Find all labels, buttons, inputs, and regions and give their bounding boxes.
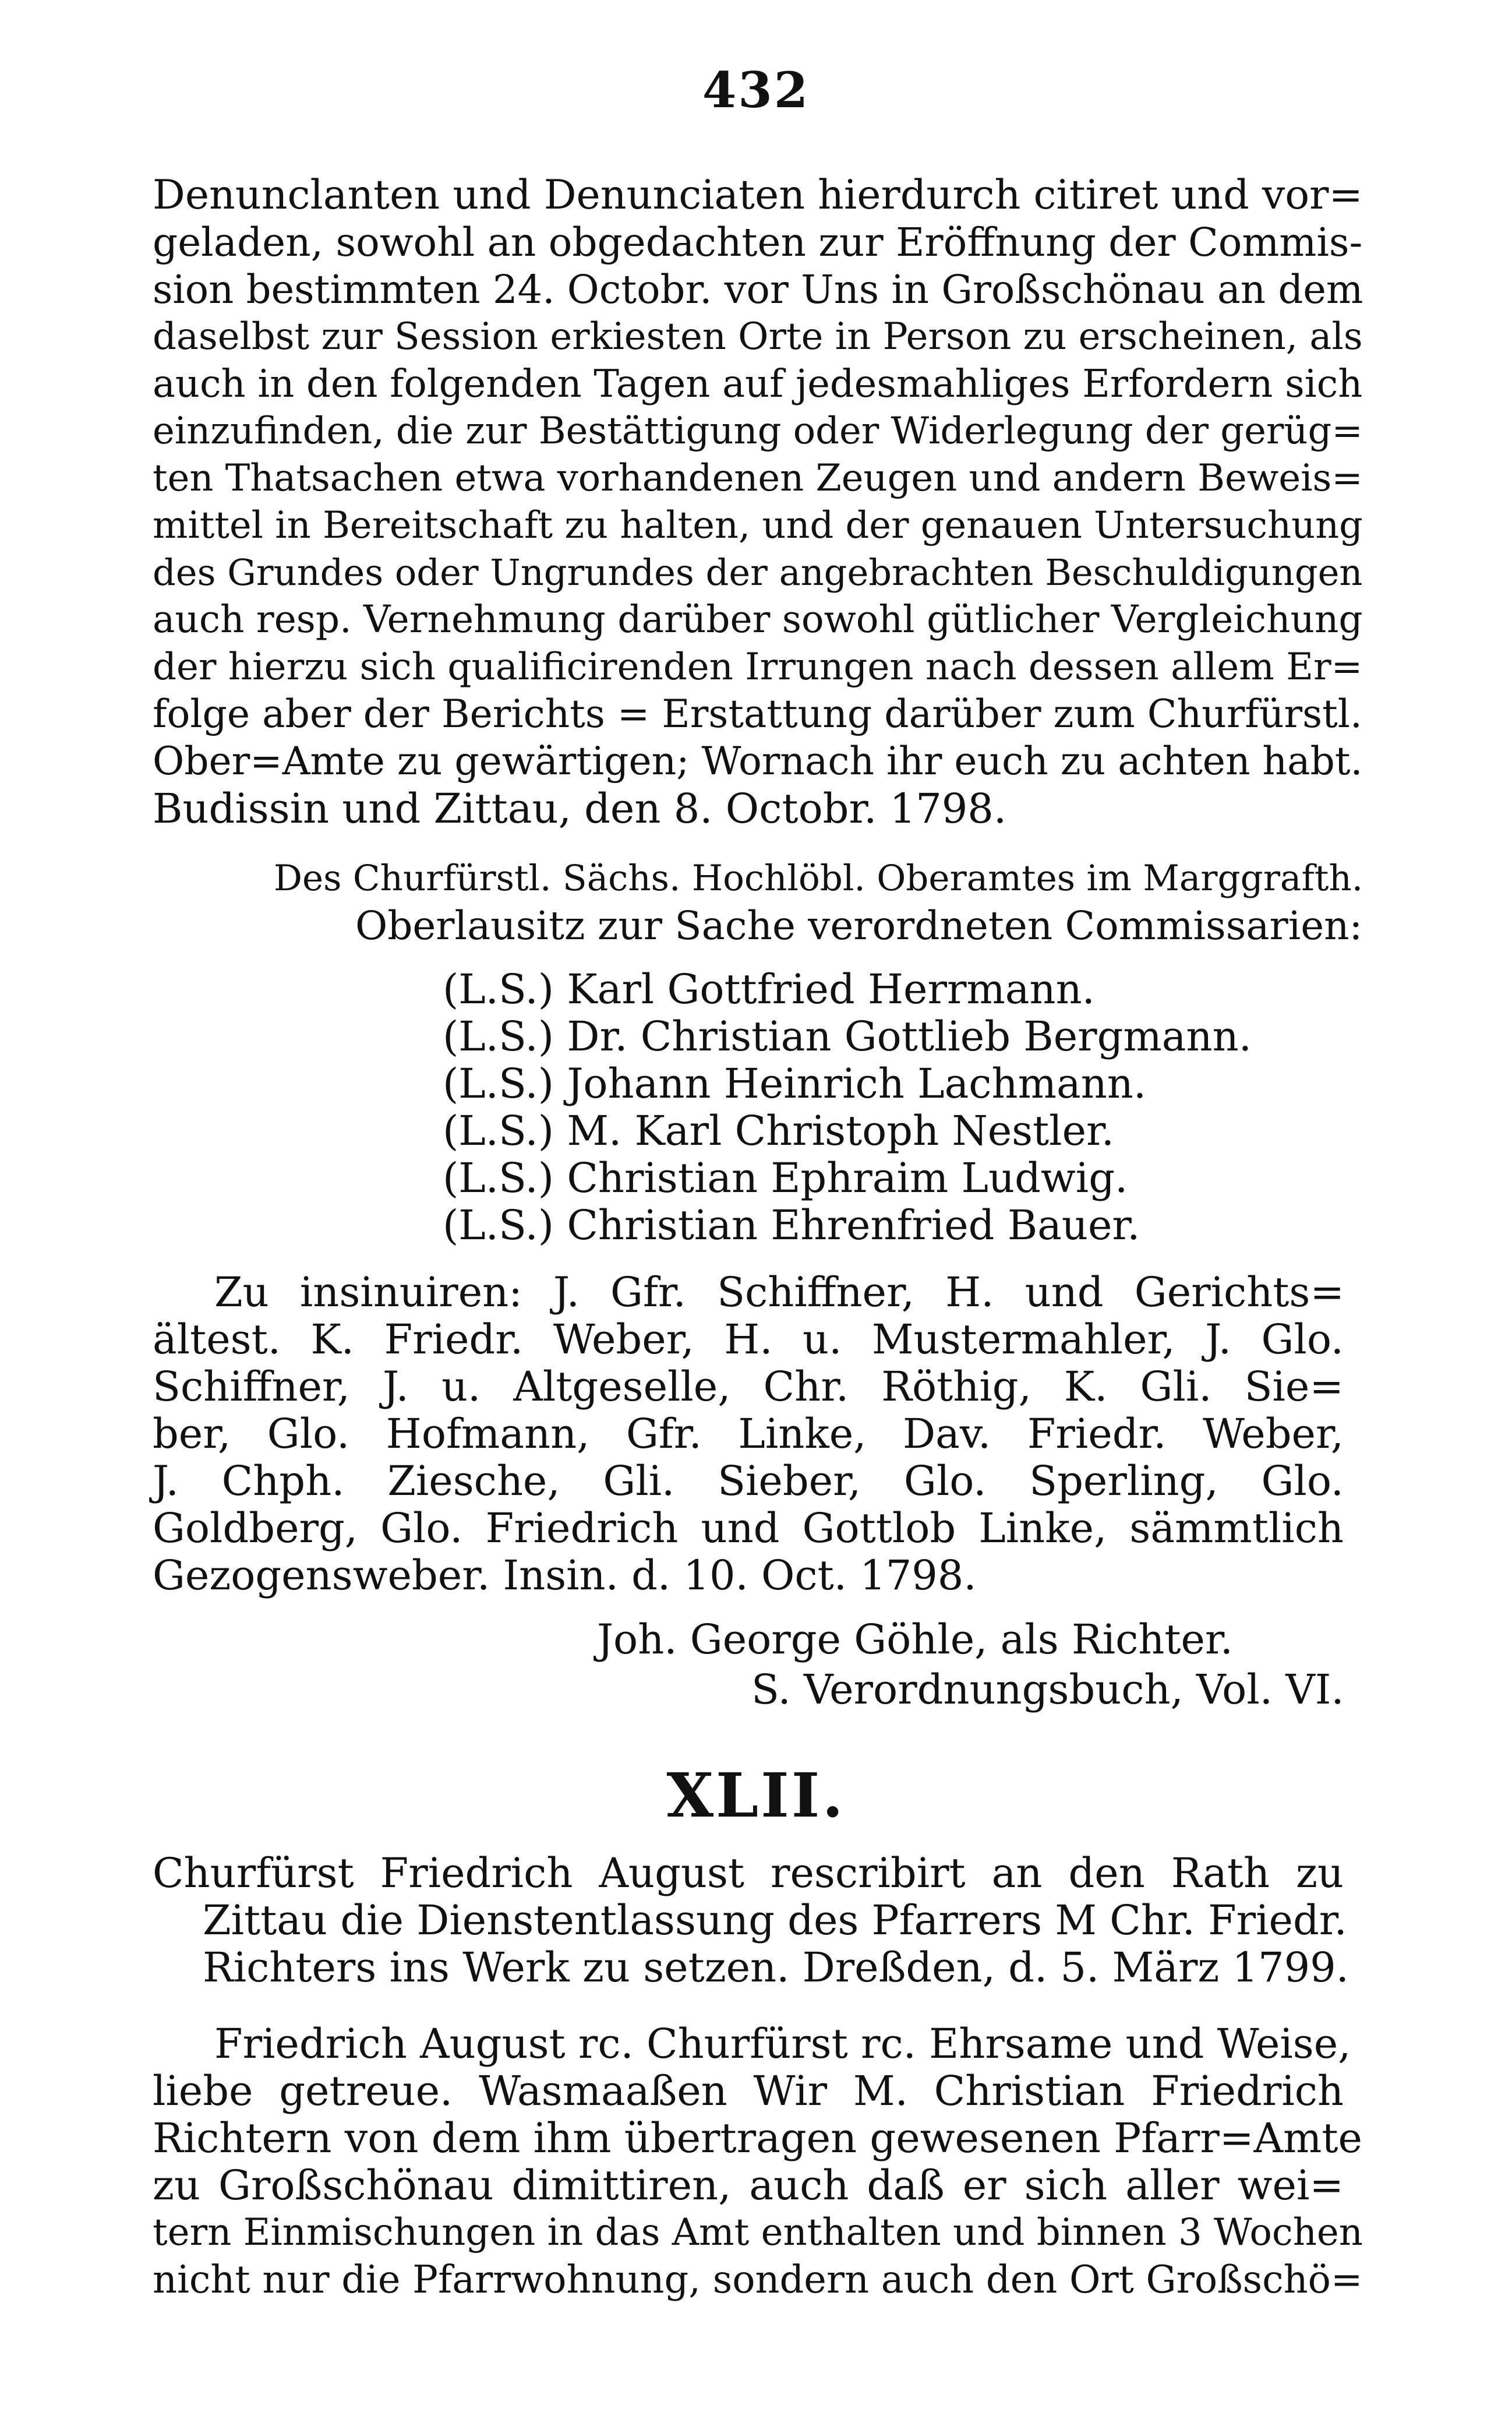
page-number: 432 bbox=[702, 61, 810, 119]
signatory: (L.S.) Karl Gottfried Herrmann. bbox=[443, 965, 1095, 1013]
insinuation-line: Schiffner, J. u. Altgeselle, Chr. Röthig, K. Gli. Sie= bbox=[153, 1363, 1344, 1410]
authority-line: Des Churfürstl. Sächs. Hochlöbl. Oberamtes im Marggrafth. bbox=[274, 858, 1363, 899]
decree-line: Denunclanten und Denunciaten hierdurch citiret und vor= bbox=[153, 171, 1363, 218]
signatory: (L.S.) Johann Heinrich Lachmann. bbox=[443, 1060, 1147, 1108]
insinuation-line: Goldberg, Glo. Friedrich und Gottlob Linke, sämmtlich bbox=[153, 1504, 1344, 1552]
signatory: (L.S.) Christian Ehrenfried Bauer. bbox=[443, 1201, 1140, 1249]
decree-line: auch resp. Vernehmung darüber sowohl gütlicher Vergleichung bbox=[153, 598, 1363, 641]
rescript-line: tern Einmischungen in das Amt enthalten und binnen 3 Wochen bbox=[153, 2211, 1363, 2254]
insinuation-line: ber, Glo. Hofmann, Gfr. Linke, Dav. Friedr. Weber, bbox=[153, 1410, 1344, 1458]
decree-line: der hierzu sich qualificirenden Irrungen nach dessen allem Er= bbox=[153, 646, 1363, 689]
rescript-line: Friedrich August rc. Churfürst rc. Ehrsame und Weise, bbox=[214, 2020, 1351, 2068]
authority-line: Oberlausitz zur Sache verordneten Commissarien: bbox=[355, 902, 1363, 948]
decree-line: ten Thatsachen etwa vorhandenen Zeugen und andern Beweis= bbox=[153, 457, 1363, 500]
source-reference: S. Verordnungsbuch, Vol. VI. bbox=[751, 1666, 1344, 1713]
decree-line: folge aber der Berichts = Erstattung darüber zum Churfürstl. bbox=[153, 692, 1362, 736]
insinuation-line: Gezogensweber. Insin. d. 10. Oct. 1798. bbox=[153, 1551, 977, 1599]
decree-line: des Grundes oder Ungrundes der angebrachten Beschuldigungen bbox=[153, 551, 1363, 594]
section-heading: XLII. bbox=[666, 1759, 846, 1831]
rescript-line: Richtern von dem ihm übertragen gewesenen Pfarr=Amte bbox=[153, 2114, 1362, 2162]
rescript-line: liebe getreue. Wasmaaßen Wir M. Christian Friedrich bbox=[153, 2067, 1344, 2115]
decree-line: einzufinden, die zur Bestättigung oder Widerlegung der gerüg= bbox=[153, 410, 1363, 453]
insinuation-line: J. Chph. Ziesche, Gli. Sieber, Glo. Sperling, Glo. bbox=[153, 1457, 1344, 1505]
signatory: (L.S.) Dr. Christian Gottlieb Bergmann. bbox=[443, 1013, 1252, 1060]
insinuation-line: ältest. K. Friedr. Weber, H. u. Mustermahler, J. Glo. bbox=[153, 1316, 1344, 1363]
summary-line: Richters ins Werk zu setzen. Dreßden, d. 5. März 1799. bbox=[203, 1944, 1349, 1991]
judge-signature: Joh. George Göhle, als Richter. bbox=[597, 1616, 1233, 1663]
decree-line: mittel in Bereitschaft zu halten, und der genauen Untersuchung bbox=[153, 504, 1363, 547]
signatory: (L.S.) Christian Ephraim Ludwig. bbox=[443, 1154, 1128, 1202]
insinuation-line: Zu insinuiren: J. Gfr. Schiffner, H. und Gerichts= bbox=[214, 1268, 1344, 1316]
summary-line: Churfürst Friedrich August rescribirt an den Rath zu bbox=[153, 1849, 1344, 1897]
rescript-line: zu Großschönau dimittiren, auch daß er sich aller wei= bbox=[153, 2161, 1344, 2209]
summary-line: Zittau die Dienstentlassung des Pfarrers M Chr. Friedr. bbox=[203, 1896, 1347, 1944]
decree-line: daselbst zur Session erkiesten Orte in Person zu erscheinen, als bbox=[153, 315, 1363, 358]
decree-line: Ober=Amte zu gewärtigen; Wornach ihr euch zu achten habt. bbox=[153, 739, 1363, 784]
decree-line: sion bestimmten 24. Octobr. vor Uns in Großschönau an dem bbox=[153, 267, 1363, 312]
decree-line: geladen, sowohl an obgedachten zur Eröffnung der Commis- bbox=[153, 219, 1363, 265]
rescript-line: nicht nur die Pfarrwohnung, sondern auch den Ort Großschö= bbox=[153, 2258, 1363, 2302]
decree-line: auch in den folgenden Tagen auf jedesmahliges Erfordern sich bbox=[153, 362, 1363, 406]
decree-date-line: Budissin und Zittau, den 8. Octobr. 1798. bbox=[153, 785, 1007, 833]
signatory: (L.S.) M. Karl Christoph Nestler. bbox=[443, 1107, 1115, 1155]
